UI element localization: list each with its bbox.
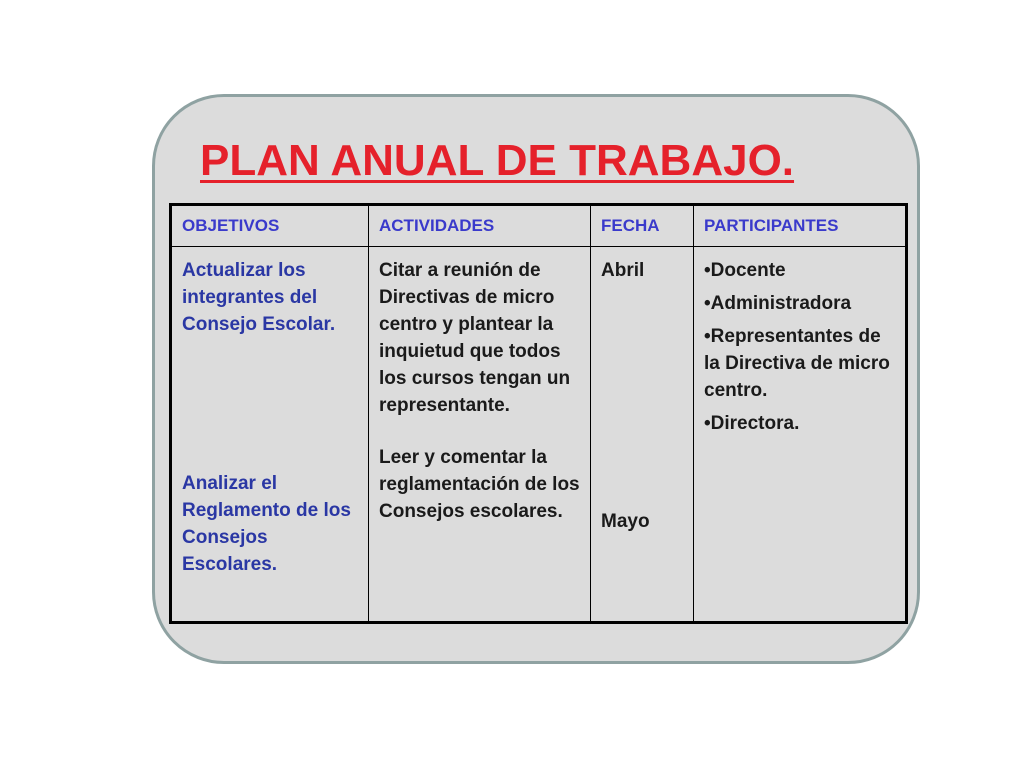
objective-2: Analizar el Reglamento de los Consejos Escolares. [182,473,351,575]
cell-objetivos [171,247,369,623]
header-participantes: PARTICIPANTES [694,205,907,247]
cell-actividades [369,247,591,623]
header-fecha: FECHA [591,205,694,247]
participant-item: •Docente [704,260,786,281]
date-1: Abril [601,260,645,281]
header-actividades: ACTIVIDADES [369,205,591,247]
table-row [171,247,907,623]
objective-1: Actualizar los integrantes del Consejo Escolar. [182,260,336,335]
participant-item: •Administradora [704,293,852,314]
header-objetivos: OBJETIVOS [171,205,369,247]
page-title: PLAN ANUAL DE TRABAJO. [200,136,795,185]
activity-2: Leer y comentar la reglamentación de los Consejos escolares. [379,447,580,522]
date-2: Mayo [601,511,650,532]
activity-1: Citar a reunión de Directivas de micro centro y plantear la inquietud que todos los cursos tengan un representante. [379,260,571,416]
participant-item: •Representantes de la Directiva de micro centro. [704,326,890,401]
plan-table [169,203,908,624]
cell-participantes [694,247,907,623]
table-header-row [171,205,907,247]
cell-fecha [591,247,694,623]
participant-item: •Directora. [704,413,800,434]
